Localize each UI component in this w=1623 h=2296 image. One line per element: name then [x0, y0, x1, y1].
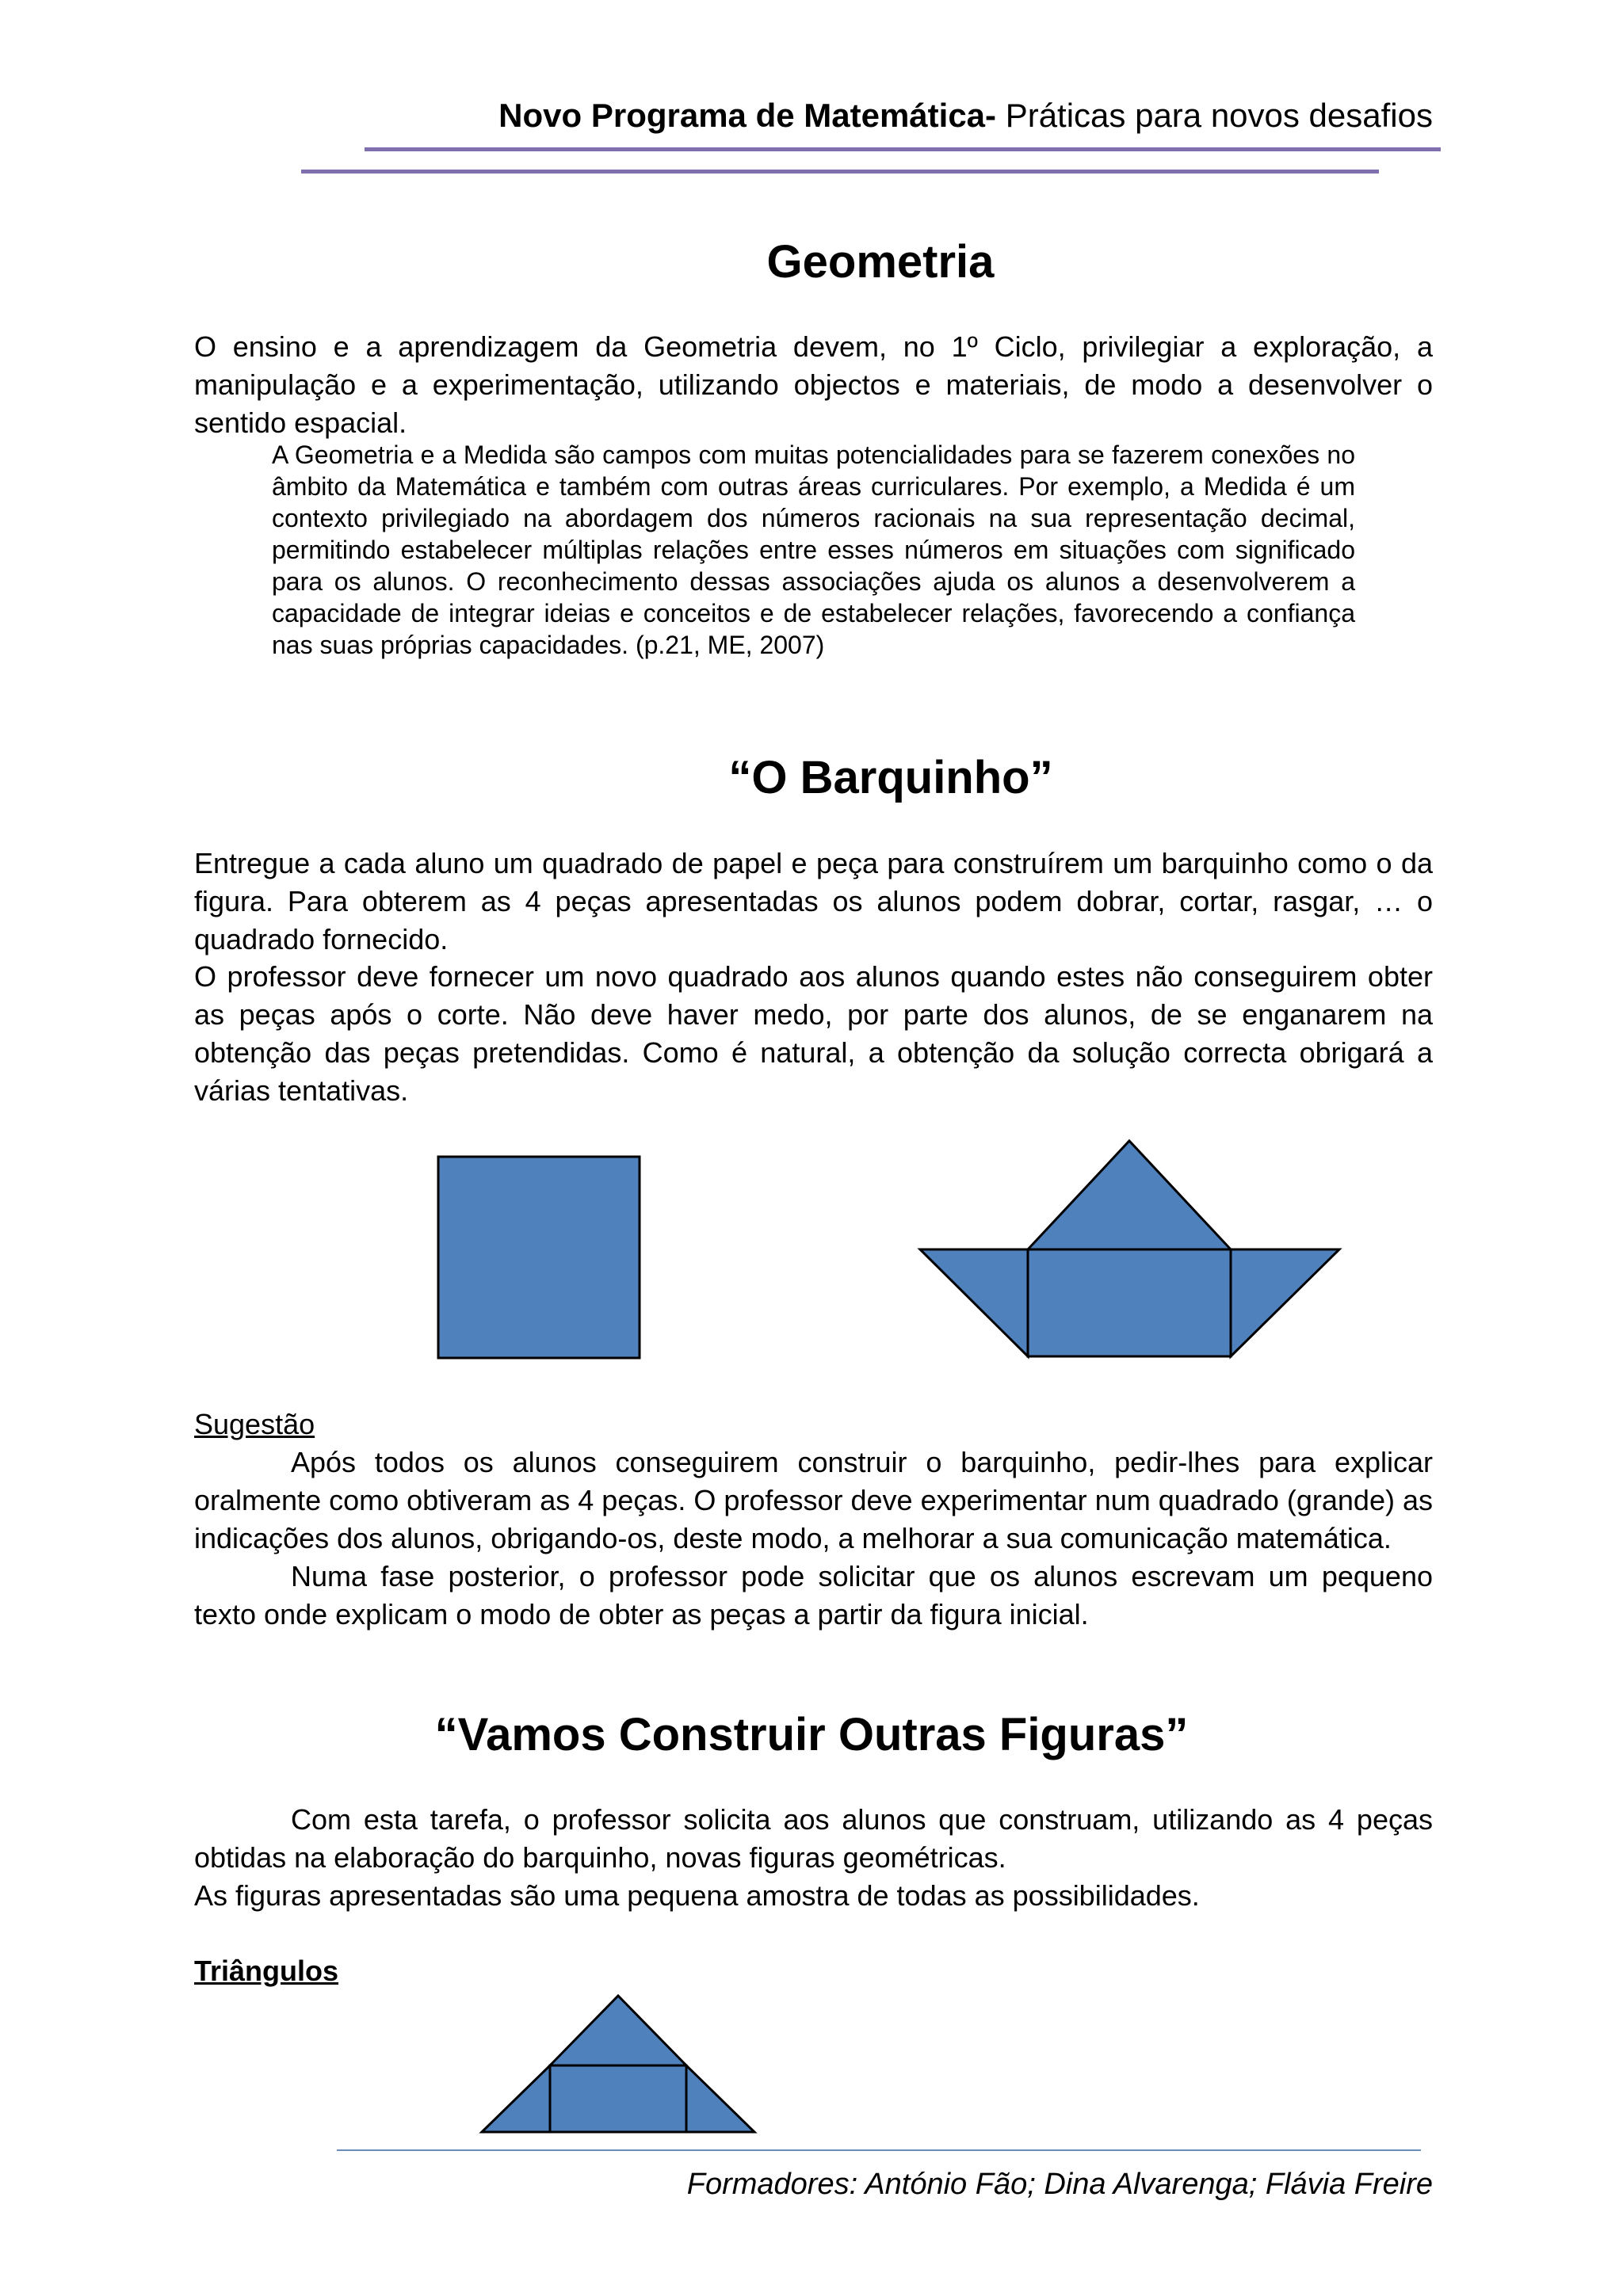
triangulos-label: Triângulos	[194, 1955, 339, 1987]
geometria-quote: A Geometria e a Medida são campos com muitas potencialidades para se fazerem conexões no âmbito da Matemática e também com outras áreas curriculares. Por exemplo, a Medida é um contexto privilegiado na abordagem dos números racionais na sua representação decimal, permitindo estabelecer múltiplas relações entre esses números em situações com significado para os alunos. O reconhecimento dessas associações ajuda os alunos a desenvolverem a capacidade de integrar ideias e conceitos e de estabelecer relações, favorecendo a confiança nas suas próprias capacidades. (p.21, ME, 2007)	[272, 441, 1355, 659]
boat-right-triangle	[1231, 1249, 1339, 1356]
sugestao-label: Sugestão	[194, 1408, 315, 1440]
vamos-paragraph-1: Com esta tarefa, o professor solicita aos alunos que construam, utilizando as 4 peças obtidas na elaboração do barquinho, novas figuras geométricas.	[194, 1803, 1433, 1874]
footer-rule	[337, 2149, 1421, 2151]
header-title-normal: Práticas para novos desafios	[996, 97, 1433, 134]
triangle-figure-left	[482, 2065, 550, 2132]
boat-hull-rectangle	[1028, 1249, 1231, 1356]
boat-left-triangle	[920, 1249, 1028, 1356]
boat-sail-triangle	[1028, 1141, 1231, 1249]
sugestao-paragraph-2: Numa fase posterior, o professor pode solicitar que os alunos escrevam um pequeno texto onde explicam o modo de obter as peças a partir da figura inicial.	[194, 1560, 1433, 1630]
section-title-vamos: “Vamos Construir Outras Figuras”	[434, 1709, 1189, 1760]
footer-authors: Formadores: António Fão; Dina Alvarenga; Flávia Freire	[686, 2168, 1433, 2201]
barquinho-paragraph-1: Entregue a cada aluno um quadrado de papel e peça para construírem um barquinho como o da figura. Para obterem as 4 peças apresentadas os alunos podem dobrar, cortar, rasgar, … o quadrado fornecido.	[194, 847, 1433, 955]
triangle-figure-right	[686, 2065, 754, 2132]
vamos-paragraph-2: As figuras apresentadas são uma pequena amostra de todas as possibilidades.	[194, 1879, 1200, 1912]
triangle-figure-top	[550, 1996, 686, 2065]
initial-square-shape	[438, 1157, 640, 1358]
triangle-figure-center-rect	[550, 2065, 686, 2132]
sugestao-paragraph-1: Após todos os alunos conseguirem construir o barquinho, pedir-lhes para explicar oralmente como obtiveram as 4 peças. O professor deve experimentar num quadrado (grande) as indicações dos alunos, obrigando-os, deste modo, a melhorar a sua comunicação matemática.	[194, 1446, 1433, 1554]
section-title-barquinho: “O Barquinho”	[728, 752, 1053, 803]
geometria-intro-paragraph: O ensino e a aprendizagem da Geometria devem, no 1º Ciclo, privilegiar a exploração, a manipulação e a experimentação, utilizando objectos e materiais, de modo a desenvolver o sentido espacial.	[194, 330, 1433, 439]
header-title-bold: Novo Programa de Matemática-	[498, 97, 997, 134]
barquinho-paragraph-2: O professor deve fornecer um novo quadrado aos alunos quando estes não conseguirem obter as peças após o corte. Não deve haver medo, por parte dos alunos, de se enganarem na obtenção das peças pretendidas. Como é natural, a obtenção da solução correcta obrigará a várias tentativas.	[194, 960, 1433, 1107]
section-title-geometria: Geometria	[766, 236, 995, 288]
